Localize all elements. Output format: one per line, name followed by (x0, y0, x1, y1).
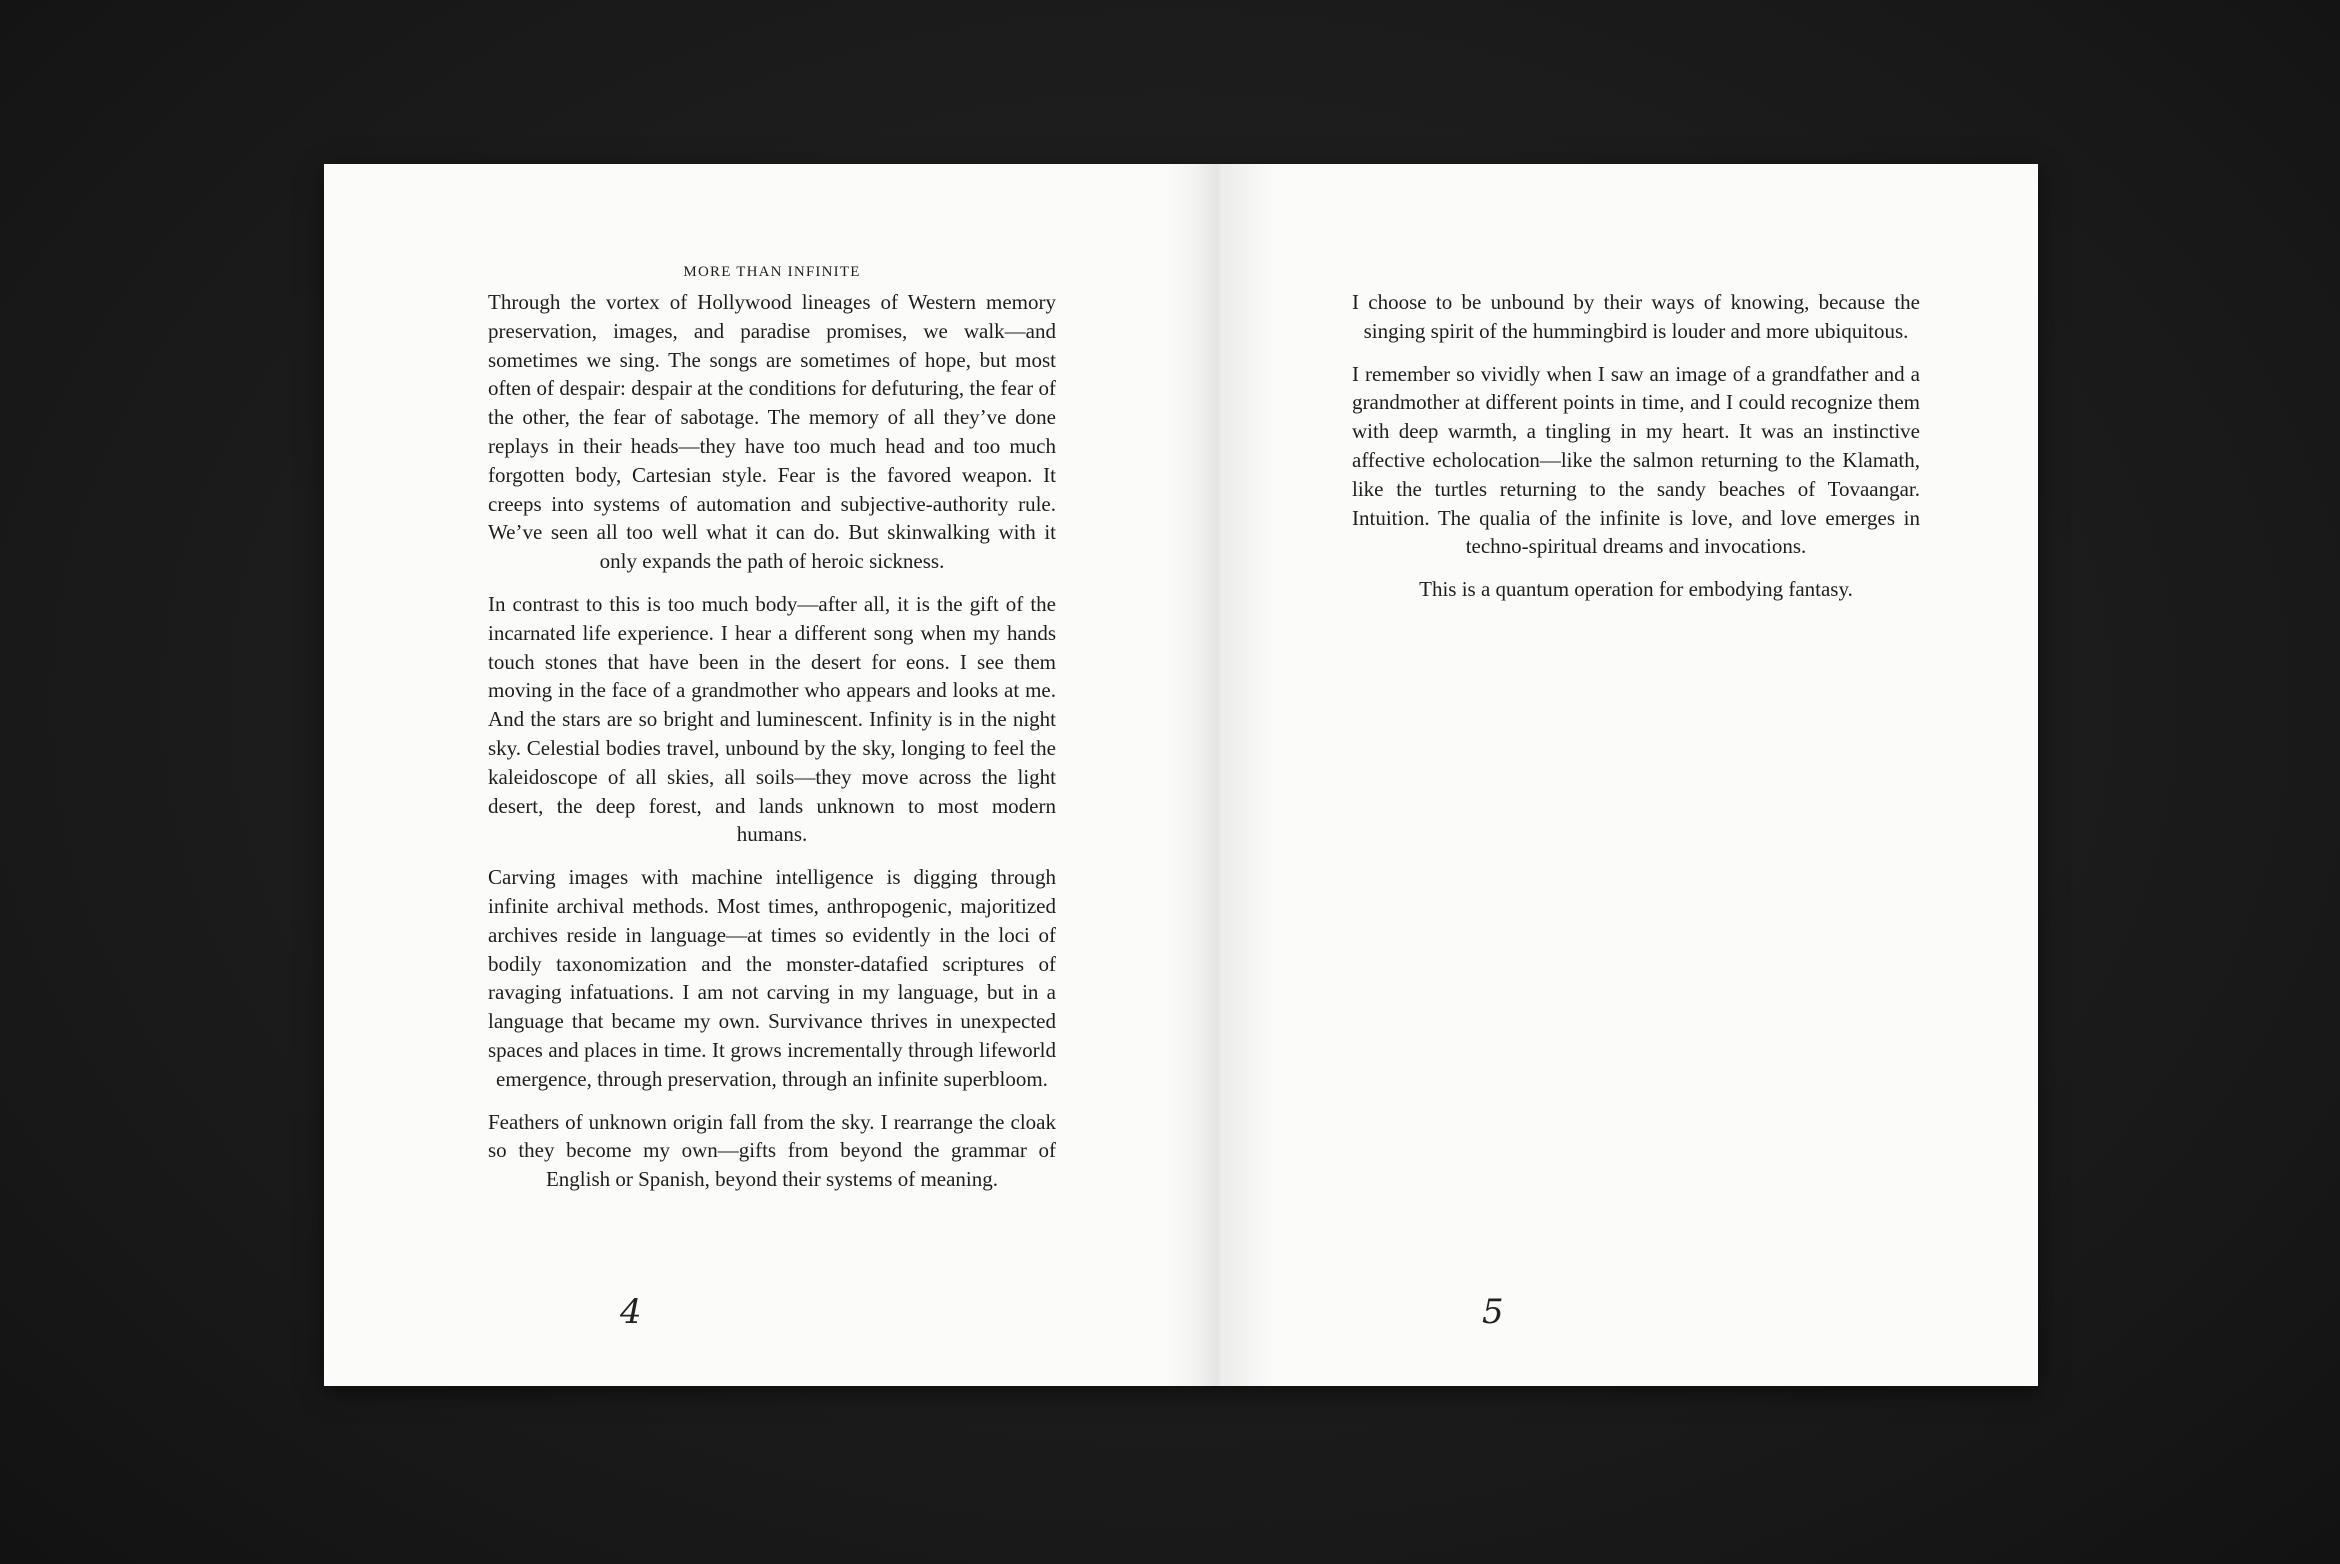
left-page (324, 164, 1194, 1386)
book-spread (324, 164, 2038, 1386)
page-number-left: 4 (620, 1292, 642, 1332)
paragraph: I remember so vividly when I saw an image of a grandfather and a grandmother at different points in time, and I could recognize them with deep warmth, a tingling in my heart. It was an instinctive affective echolocation—like the salmon returning to the Klamath, like the turtles returning to the sandy beaches of Tovaangar. Intuition. The qualia of the infinite is love, and love emerges in techno-spiritual dreams and invocations. (1352, 361, 1920, 559)
right-page-text (1352, 288, 1920, 618)
running-head: MORE THAN INFINITE (683, 264, 861, 280)
paragraph: Feathers of unknown origin fall from the sky. I rearrange the cloak so they become my own—gifts from beyond the grammar of English or Spanish, beyond their systems of meaning. (488, 1109, 1056, 1192)
left-page-text (488, 288, 1056, 1208)
page-number-right: 5 (1482, 1292, 1504, 1332)
paragraph: Through the vortex of Hollywood lineages of Western memory preservation, images, and paradise promises, we walk—and sometimes we sing. The songs are sometimes of hope, but most often of despair: despair at the conditions for defuturing, the fear of the other, the fear of sabotage. The memory of all they’ve done replays in their heads—they have too much head and too much forgotten body, Cartesian style. Fear is the favored weapon. It creeps into systems of automation and subjective-authority rule. We’ve seen all too well what it can do. But skinwalking with it only expands the path of heroic sickness. (488, 290, 1056, 574)
paragraph: I choose to be unbound by their ways of knowing, because the singing spirit of the hummingbird is louder and more ubiquitous. (1352, 290, 1920, 343)
paragraph: Carving images with machine intelligence is digging through infinite archival methods. Most times, anthropogenic, majoritized archives reside in language—at times so evidently in the loci of bodily taxonomization and the monster-datafied scriptures of ravaging infatuations. I am not carving in my language, but in a language that became my own. Survivance thrives in unexpected spaces and places in time. It grows incrementally through lifeworld emergence, through preservation, through an infinite superbloom. (488, 865, 1056, 1091)
paragraph: In contrast to this is too much body—after all, it is the gift of the incarnated life experience. I hear a different song when my hands touch stones that have been in the desert for eons. I see them moving in the face of a grandmother who appears and looks at me. And the stars are so bright and luminescent. Infinity is in the night sky. Celestial bodies travel, unbound by the sky, longing to feel the kaleidoscope of all skies, all soils—they move across the light desert, the deep forest, and lands unknown to most modern humans. (488, 591, 1056, 847)
paragraph: This is a quantum operation for embodying fantasy. (1419, 577, 1853, 602)
